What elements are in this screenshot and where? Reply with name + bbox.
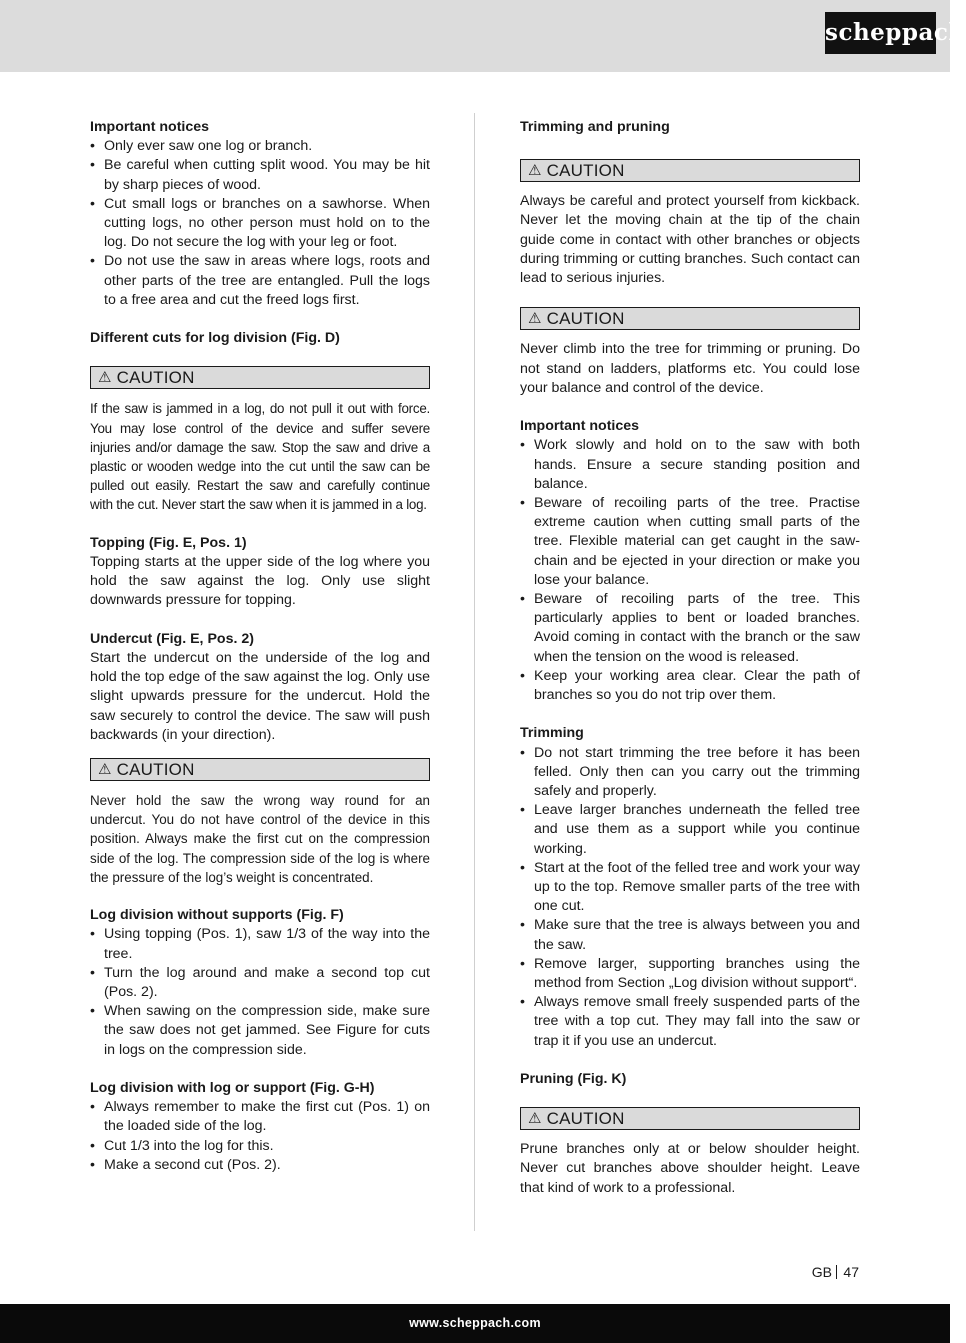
bullet-list (90, 1098, 430, 1175)
list-item: • Beware of recoiling parts of the tree. This particularly applies to bent or loaded branches. Avoid coming in contact with the branch or the saw when the tension on the wood is released. (520, 590, 860, 667)
warning-triangle-icon: ⚠ (98, 760, 112, 778)
section-heading: Important notices (520, 418, 640, 435)
list-item: • Be careful when cutting split wood. You may be hit by sharp pieces of wood. (90, 156, 430, 194)
caution-text: Prune branches only at or below shoulder height. Never cut branches above shoulder height. Leave that kind of work to a professional. (520, 1141, 860, 1196)
paragraph: Start the undercut on the underside of the log and hold the top edge of the saw against the log. Only use slight upwards pressure for the undercut. Hold the saw securely to control the device. The saw will push backwards (in your direction). (90, 650, 430, 743)
list-item: • Using topping (Pos. 1), saw 1/3 of the way into the tree. (90, 925, 430, 963)
warning-triangle-icon: ⚠ (528, 1110, 542, 1128)
warning-triangle-icon: ⚠ (98, 369, 112, 387)
brand-logo: scheppach (825, 12, 936, 54)
bullet-list (520, 744, 860, 1051)
list-item: • Work slowly and hold on to the saw with both hands. Ensure a secure standing position and balance. (520, 436, 860, 494)
page-number (812, 1264, 859, 1280)
important-notices-section (520, 417, 860, 705)
left-column (90, 118, 430, 1175)
caution-box (90, 366, 430, 389)
list-item: • Remove larger, supporting branches using the method from Section „Log division without support“. (520, 955, 860, 993)
section-heading: Undercut (Fig. E, Pos. 2) (90, 630, 254, 647)
section-heading: Log division with log or support (Fig. G-H) (90, 1080, 375, 1097)
caution-text: Never climb into the tree for trimming or pruning. Do not stand on ladders, platforms etc. You could lose your balance and control of the device. (520, 341, 860, 396)
section-heading: Different cuts for log division (Fig. D) (90, 330, 340, 347)
section-heading: Trimming (520, 725, 584, 742)
list-item: • When sawing on the compression side, make sure the saw does not get jammed. See Figure for cuts in logs on the compression side. (90, 1002, 430, 1060)
list-item: • Only ever saw one log or branch. (90, 137, 430, 156)
caution-box (520, 159, 860, 182)
website-link[interactable]: www.scheppach.com (409, 1316, 541, 1330)
caution-text: If the saw is jammed in a log, do not pull it out with force. You may lose control of the device and suffer severe injuries and/or damage the saw. Stop the saw and drive a plastic or wooden wedge into the cut until the saw can be pulled out easily. Restart the saw and carefully continue with the cut. Never start the saw when it is jammed in a log. (90, 401, 430, 513)
section-heading: Topping (Fig. E, Pos. 1) (90, 534, 247, 551)
log-division-with-section (90, 1079, 430, 1175)
language-code: GB (811, 1264, 832, 1280)
caution-text: Never hold the saw the wrong way round for an undercut. You do not have control of the device in this position. Always make the first cut on the compression side of the log. The compression side of the log is where the pressure of the log’s weight is concentrated. (90, 793, 430, 885)
caution-label: CAUTION (546, 1109, 625, 1129)
right-column (520, 118, 860, 1217)
list-item: • Always remove small freely suspended parts of the tree with a top cut. They may fall into the saw or trap it if you use an undercut. (520, 993, 860, 1051)
page-header (0, 0, 966, 72)
section-heading: Important notices (90, 119, 210, 135)
list-item: • Cut 1/3 into the log for this. (90, 1137, 430, 1156)
list-item: • Make sure that the tree is always between you and the saw. (520, 916, 860, 954)
list-item: • Start at the foot of the felled tree and work your way up to the top. Remove smaller parts of the tree with one cut. (520, 859, 860, 917)
caution-label: CAUTION (116, 759, 195, 779)
list-item: • Always remember to make the first cut (Pos. 1) on the loaded side of the log. (90, 1098, 430, 1136)
column-divider (474, 113, 475, 1231)
bullet-list (90, 137, 430, 310)
trimming-section (520, 724, 860, 1050)
section-heading: Log division without supports (Fig. F) (90, 907, 344, 924)
log-division-without-section (90, 906, 430, 1060)
warning-triangle-icon: ⚠ (528, 310, 542, 328)
caution-box (90, 758, 430, 781)
page-number-value: 47 (843, 1264, 859, 1280)
bullet-list (520, 436, 860, 705)
section-heading: Trimming and pruning (520, 119, 670, 135)
caution-label: CAUTION (116, 368, 195, 388)
caution-label: CAUTION (546, 161, 625, 181)
section-heading: Pruning (Fig. K) (520, 1071, 627, 1088)
list-item: • Beware of recoiling parts of the tree. Practise extreme caution when cutting small parts of the tree. Flexible material can get caught in the saw-chain and be ejected in your direction or make you lose your balance. (520, 494, 860, 590)
page-footer (0, 1304, 950, 1343)
caution-text: Always be careful and protect yourself from kickback. Never let the moving chain at the tip of the chain guide come in contact with other branches or objects during trimming or cutting branches. Such contact can lead to serious injuries. (520, 193, 860, 287)
warning-triangle-icon: ⚠ (528, 162, 542, 180)
caution-label: CAUTION (546, 309, 625, 329)
page-separator (836, 1265, 838, 1279)
topping-section (90, 534, 430, 611)
list-item: • Do not use the saw in areas where logs, roots and other parts of the tree are entangled. Pull the logs to a free area and cut the freed logs first. (90, 252, 430, 310)
bullet-list (90, 925, 430, 1059)
caution-box (520, 1107, 860, 1130)
list-item: • Turn the log around and make a second top cut (Pos. 2). (90, 964, 430, 1002)
important-notices-section (90, 118, 430, 310)
list-item: • Make a second cut (Pos. 2). (90, 1156, 430, 1175)
list-item: • Do not start trimming the tree before it has been felled. Only then can you carry out the trimming safely and properly. (520, 744, 860, 802)
list-item: • Cut small logs or branches on a sawhorse. When cutting logs, no other person must hold on to the log. Do not secure the log with your leg or foot. (90, 195, 430, 253)
list-item: • Leave larger branches underneath the felled tree and use them as a support while you continue working. (520, 801, 860, 859)
list-item: • Keep your working area clear. Clear the path of branches so you do not trip over them. (520, 667, 860, 705)
paragraph: Topping starts at the upper side of the log where you hold the saw against the log. Only use slight downwards pressure for topping. (90, 554, 430, 609)
caution-box (520, 307, 860, 330)
